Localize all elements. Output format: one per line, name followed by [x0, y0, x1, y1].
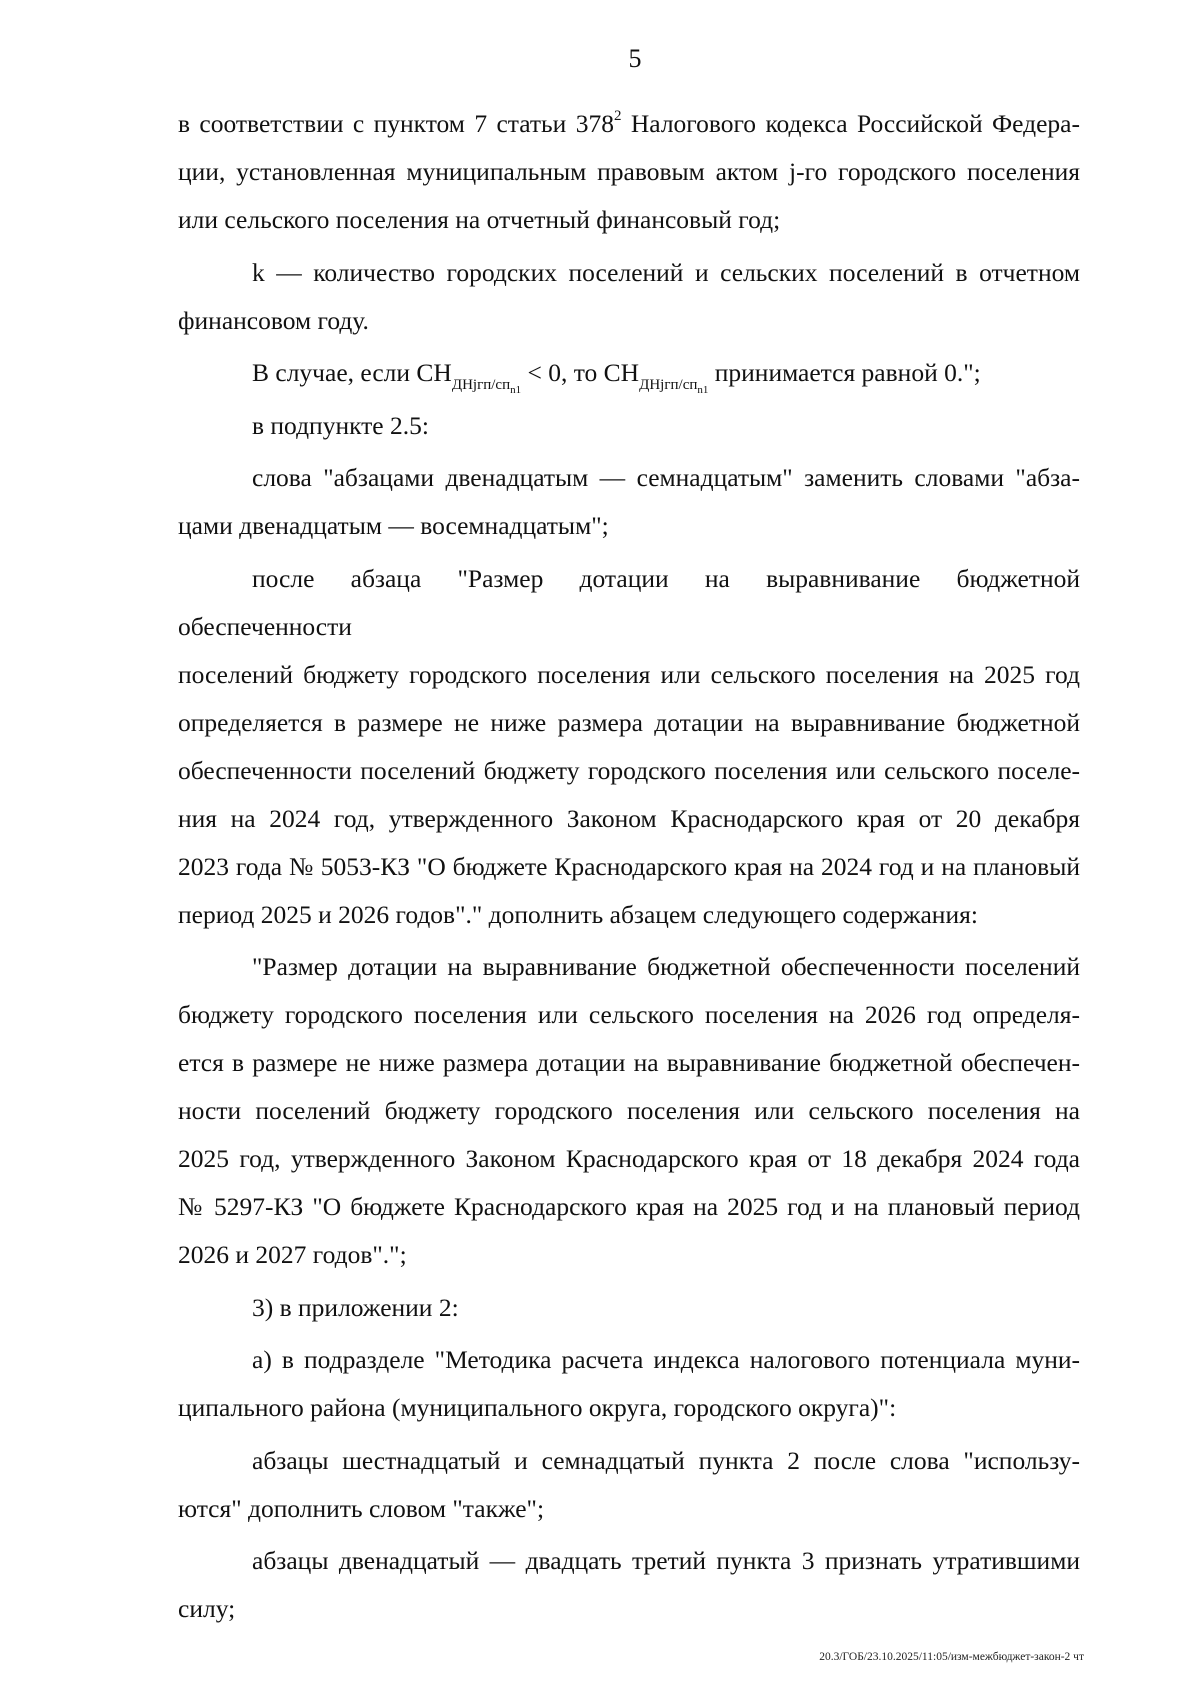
text-line: период 2025 и 2026 годов"." дополнить абзацем следующего содержания:: [178, 899, 978, 929]
text-line: "Размер дотации на выравнивание бюджетной обеспеченности поселений: [252, 952, 1080, 981]
text-line: 2025 год, утвержденного Законом Краснодарского края от 18 декабря 2024 года: [178, 1144, 1080, 1173]
text-line: 3) в приложении 2:: [252, 1292, 459, 1322]
paragraph: [178, 555, 1080, 939]
text-line: 2026 и 2027 годов".";: [178, 1240, 407, 1269]
document-footer: 20.3/ГОБ/23.10.2025/11:05/изм-межбюджет-закон-2 чт: [819, 1651, 1084, 1663]
page-number: 5: [628, 44, 642, 73]
document-body: [178, 100, 1080, 1638]
paragraph: [178, 454, 1080, 550]
text-line: бюджету городского поселения или сельского поселения на 2026 год определя-: [178, 1000, 1080, 1029]
text-line: поселений бюджету городского поселения или сельского поселения на 2025 год: [178, 659, 1080, 689]
formula-subscript: ДНjгп/спn1: [451, 377, 522, 396]
paragraph: [178, 1537, 1080, 1633]
text-line: ции, установленная муниципальным правовым актом j-го городского поселения: [178, 157, 1080, 186]
text-line: ципального района (муниципального округа, городского округа)":: [178, 1393, 897, 1422]
text-line: ются" дополнить словом "также";: [178, 1493, 545, 1523]
text-line: абзацы шестнадцатый и семнадцатый пункта 2 после слова "использу-: [252, 1445, 1080, 1475]
text-line: определяется в размере не ниже размера дотации на выравнивание бюджетной: [178, 707, 1080, 737]
paragraph: [178, 1437, 1080, 1533]
text-line: обеспеченности поселений бюджету городского поселения или сельского поселе-: [178, 755, 1080, 785]
text-line: слова "абзацами двенадцатым — семнадцатым" заменить словами "абза-: [252, 463, 1080, 492]
text-line: в подпункте 2.5:: [252, 410, 429, 440]
paragraph: [178, 249, 1080, 345]
text-line: ния на 2024 год, утвержденного Законом Краснодарского края от 20 декабря: [178, 803, 1080, 833]
text-line: ется в размере не ниже размера дотации на выравнивание бюджетной обеспечен-: [178, 1048, 1080, 1077]
text-line: 2023 года № 5053-КЗ "О бюджете Краснодарского края на 2024 год и на плановый: [178, 851, 1080, 881]
text-line: абзацы двенадцатый — двадцать третий пункта 3 признать утратившими: [252, 1546, 1080, 1575]
text-line: № 5297-КЗ "О бюджете Краснодарского края на 2025 год и на плановый период: [178, 1192, 1080, 1221]
superscript: 2: [613, 108, 622, 124]
text-line: цами двенадцатым — восемнадцатым";: [178, 511, 609, 540]
formula-subscript: ДНjгп/спn1: [639, 377, 709, 396]
formula-paragraph: [178, 349, 1080, 397]
text-line: после абзаца "Размер дотации на выравнивание бюджетной обеспеченности: [178, 563, 1080, 641]
paragraph: [178, 943, 1080, 1279]
text-line: а) в подразделе "Методика расчета индекса налогового потенциала муни-: [252, 1345, 1080, 1374]
text-line: в соответствии с пунктом 7 статьи $378^2$ Налогового кодекса Российской Федера-: [178, 108, 1080, 138]
text-line: ности поселений бюджету городского поселения или сельского поселения на: [178, 1096, 1080, 1125]
paragraph: [178, 1284, 1080, 1332]
text-line: финансовом году.: [178, 305, 369, 335]
text-line: или сельского поселения на отчетный финансовый год;: [178, 205, 781, 234]
text-line: силу;: [178, 1594, 236, 1623]
paragraph: [178, 402, 1080, 450]
formula-line: В случае, если $СН_{ДНjгп/сп_{n1}} < 0$, то $СН_{ДНjгп/сп_{n1}}$ принимается равной 0.";: [252, 358, 981, 396]
text-line: k — количество городских поселений и сельских поселений в отчетном: [252, 257, 1080, 287]
paragraph: [178, 100, 1080, 244]
paragraph: [178, 1336, 1080, 1432]
